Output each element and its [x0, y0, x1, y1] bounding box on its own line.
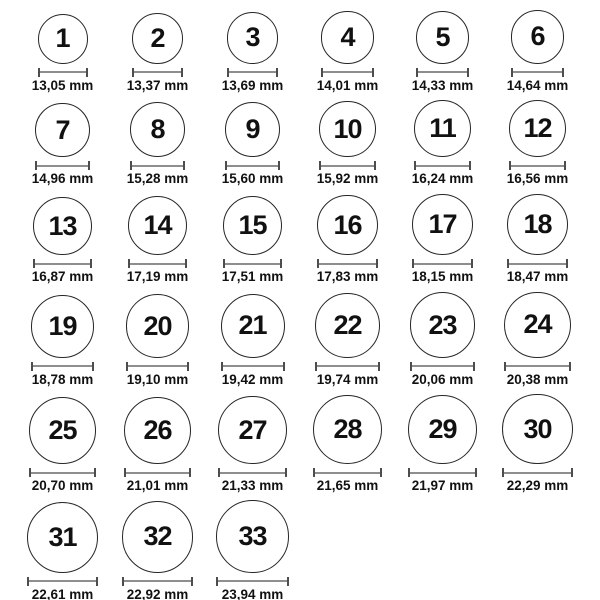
- ring-circle: [321, 11, 373, 63]
- dimension-line-bar: [511, 165, 565, 167]
- ring-circle: [216, 500, 288, 572]
- diameter-label: 19,42 mm: [221, 371, 284, 387]
- diameter-label: 20,70 mm: [31, 478, 94, 494]
- ring-size-number: 1: [55, 23, 70, 53]
- dimension-line-bar: [37, 165, 87, 167]
- ring-circle: [408, 395, 478, 465]
- dimension-line-bar: [317, 365, 378, 367]
- ring-circle: [410, 292, 475, 357]
- ring-circle: [31, 295, 94, 358]
- size-cell: [205, 102, 300, 188]
- dimension-line-bar: [33, 365, 92, 367]
- diameter-label: 16,87 mm: [31, 269, 94, 285]
- size-cell: [15, 197, 110, 286]
- size-cell: [15, 295, 110, 388]
- size-row: [15, 100, 600, 188]
- diameter-label: 21,97 mm: [411, 478, 474, 494]
- dimension-line-bar: [126, 472, 190, 474]
- dimension-line-bar: [225, 263, 281, 265]
- dimension-line-bar: [319, 263, 376, 265]
- diameter-label: 17,51 mm: [221, 269, 284, 285]
- ring-size-number: 13: [48, 210, 77, 241]
- dimension-line-bar: [223, 365, 283, 367]
- diameter-dimension-line: [31, 362, 94, 371]
- ring-circle: [128, 196, 187, 255]
- diameter-label: 18,78 mm: [31, 371, 94, 387]
- diameter-dimension-line: [317, 259, 378, 268]
- diameter-dimension-line: [410, 362, 475, 371]
- diameter-label: 17,83 mm: [316, 269, 379, 285]
- diameter-label: 21,65 mm: [316, 478, 379, 494]
- diameter-label: 21,33 mm: [221, 478, 284, 494]
- ring-size-number: 26: [143, 414, 172, 445]
- ring-circle: [223, 196, 283, 256]
- diameter-dimension-line: [221, 362, 285, 371]
- diameter-label: 18,47 mm: [506, 269, 569, 285]
- dimension-line-bar: [315, 472, 380, 474]
- ring-size-number: 16: [333, 209, 362, 240]
- diameter-label: 20,06 mm: [411, 371, 474, 387]
- dimension-line-bar: [504, 472, 570, 474]
- diameter-dimension-line: [321, 68, 373, 77]
- ring-circle: [130, 102, 185, 157]
- ring-circle: [227, 12, 278, 63]
- ring-circle: [225, 102, 281, 158]
- size-cell: [300, 293, 395, 388]
- ring-circle: [221, 294, 285, 358]
- ring-size-number: 30: [523, 413, 552, 444]
- diameter-dimension-line: [315, 362, 380, 371]
- diameter-label: 22,61 mm: [31, 586, 94, 600]
- ring-size-number: 9: [245, 114, 260, 145]
- ring-size-number: 14: [143, 210, 172, 241]
- diameter-label: 19,10 mm: [126, 371, 189, 387]
- size-row: [15, 394, 600, 494]
- size-cell: [395, 11, 490, 94]
- dimension-line-bar: [410, 472, 476, 474]
- dimension-line-bar: [124, 580, 192, 582]
- ring-size-number: 21: [238, 310, 267, 341]
- ring-size-number: 11: [429, 113, 456, 144]
- size-cell: [205, 196, 300, 286]
- dimension-line-bar: [40, 71, 86, 73]
- size-cell: [300, 395, 395, 494]
- diameter-dimension-line: [408, 468, 478, 477]
- diameter-dimension-line: [33, 259, 91, 268]
- ring-circle: [414, 100, 471, 157]
- ring-size-number: 23: [428, 309, 457, 340]
- size-cell: [110, 196, 205, 285]
- ring-circle: [126, 294, 189, 357]
- diameter-label: 14,96 mm: [31, 171, 94, 187]
- diameter-dimension-line: [502, 468, 572, 477]
- size-cell: [395, 292, 490, 388]
- ring-circle: [313, 395, 382, 464]
- diameter-label: 14,33 mm: [411, 77, 474, 93]
- diameter-dimension-line: [414, 161, 471, 170]
- dimension-line-bar: [418, 71, 467, 73]
- ring-size-number: 8: [150, 114, 165, 145]
- diameter-dimension-line: [507, 259, 569, 268]
- ring-circle: [416, 11, 469, 64]
- diameter-label: 15,28 mm: [126, 171, 189, 187]
- dimension-line-bar: [513, 71, 563, 73]
- ring-size-number: 18: [523, 209, 552, 239]
- diameter-label: 14,01 mm: [316, 77, 379, 93]
- ring-size-number: 28: [333, 414, 362, 445]
- dimension-line-bar: [128, 365, 187, 367]
- diameter-label: 22,29 mm: [506, 478, 569, 494]
- ring-size-number: 33: [238, 521, 267, 552]
- size-cell: [110, 397, 205, 495]
- diameter-dimension-line: [313, 468, 382, 477]
- diameter-dimension-line: [416, 68, 469, 77]
- size-cell: [490, 394, 585, 494]
- size-cell: [15, 397, 110, 494]
- ring-size-number: 5: [435, 21, 450, 52]
- size-cell: [395, 100, 490, 187]
- ring-size-number: 19: [48, 310, 77, 341]
- diameter-dimension-line: [504, 362, 570, 371]
- dimension-line-bar: [227, 165, 279, 167]
- ring-circle: [509, 100, 567, 158]
- diameter-dimension-line: [216, 577, 288, 586]
- size-row: [15, 10, 600, 94]
- ring-circle: [319, 101, 375, 157]
- ring-circle: [511, 10, 565, 64]
- ring-size-number: 20: [143, 310, 172, 341]
- diameter-dimension-line: [126, 362, 189, 371]
- dimension-line-bar: [29, 580, 96, 582]
- size-cell: [395, 194, 490, 285]
- diameter-dimension-line: [122, 577, 194, 586]
- diameter-dimension-line: [218, 468, 286, 477]
- ring-size-number: 15: [238, 210, 267, 241]
- ring-circle: [502, 394, 572, 464]
- size-cell: [300, 195, 395, 286]
- ring-circle: [38, 14, 88, 64]
- diameter-label: 15,92 mm: [316, 171, 379, 187]
- diameter-dimension-line: [509, 161, 567, 170]
- size-cell: [110, 102, 205, 187]
- ring-circle: [132, 13, 183, 64]
- ring-circle: [412, 194, 473, 255]
- size-cell: [110, 294, 205, 387]
- size-cell: [300, 11, 395, 93]
- ring-size-number: 24: [523, 309, 552, 340]
- dimension-line-bar: [414, 263, 471, 265]
- size-cell: [110, 13, 205, 94]
- diameter-label: 13,05 mm: [31, 77, 94, 93]
- diameter-dimension-line: [132, 68, 183, 77]
- diameter-label: 17,19 mm: [126, 269, 189, 285]
- ring-circle: [315, 293, 380, 358]
- dimension-line-bar: [229, 71, 276, 73]
- diameter-label: 21,01 mm: [126, 478, 189, 494]
- ring-size-number: 3: [245, 22, 260, 53]
- diameter-label: 14,64 mm: [506, 77, 569, 93]
- diameter-label: 23,94 mm: [221, 586, 284, 600]
- size-cell: [110, 501, 205, 600]
- ring-circle: [317, 195, 378, 256]
- dimension-line-bar: [416, 165, 469, 167]
- diameter-dimension-line: [128, 259, 187, 268]
- ring-size-number: 27: [238, 414, 267, 445]
- diameter-dimension-line: [511, 68, 565, 77]
- ring-size-number: 6: [530, 21, 545, 52]
- size-cell: [205, 12, 300, 94]
- dimension-line-bar: [506, 365, 568, 367]
- diameter-dimension-line: [38, 68, 88, 77]
- ring-size-number: 2: [150, 22, 165, 53]
- ring-circle: [504, 292, 570, 358]
- ring-size-number: 7: [55, 114, 70, 145]
- diameter-dimension-line: [29, 468, 96, 477]
- size-cell: [15, 502, 110, 600]
- diameter-label: 20,38 mm: [506, 371, 569, 387]
- ring-size-number: 29: [428, 413, 457, 444]
- diameter-dimension-line: [130, 161, 185, 170]
- ring-circle: [33, 197, 91, 255]
- ring-circle: [27, 502, 98, 573]
- dimension-line-bar: [218, 580, 286, 582]
- size-cell: [300, 101, 395, 187]
- diameter-label: 16,56 mm: [506, 171, 569, 187]
- diameter-dimension-line: [319, 161, 375, 170]
- dimension-line-bar: [220, 472, 284, 474]
- diameter-label: 13,37 mm: [126, 77, 189, 93]
- dimension-line-bar: [509, 263, 567, 265]
- size-cell: [15, 103, 110, 187]
- ring-size-number: 4: [340, 21, 355, 52]
- ring-size-number: 32: [143, 521, 172, 552]
- ring-size-number: 17: [428, 209, 457, 240]
- ring-size-number: 12: [523, 113, 552, 144]
- diameter-dimension-line: [27, 577, 98, 586]
- ring-circle: [35, 103, 89, 157]
- ring-circle: [122, 501, 194, 573]
- diameter-dimension-line: [124, 468, 192, 477]
- size-cell: [490, 100, 585, 188]
- size-cell: [205, 294, 300, 388]
- diameter-label: 18,15 mm: [411, 269, 474, 285]
- diameter-label: 19,74 mm: [316, 371, 379, 387]
- size-cell: [490, 292, 585, 388]
- dimension-line-bar: [35, 263, 89, 265]
- size-cell: [490, 10, 585, 94]
- size-cell: [490, 194, 585, 286]
- diameter-dimension-line: [412, 259, 473, 268]
- dimension-line-bar: [31, 472, 94, 474]
- diameter-label: 13,69 mm: [221, 77, 284, 93]
- dimension-line-bar: [321, 165, 373, 167]
- diameter-dimension-line: [35, 161, 89, 170]
- size-cell: [205, 500, 300, 600]
- size-cell: [205, 396, 300, 494]
- dimension-line-bar: [130, 263, 185, 265]
- dimension-line-bar: [132, 165, 183, 167]
- size-row: [15, 292, 600, 388]
- dimension-line-bar: [134, 71, 181, 73]
- ring-circle: [507, 194, 569, 256]
- ring-size-number: 22: [333, 309, 362, 340]
- ring-circle: [218, 396, 286, 464]
- size-row: [15, 500, 600, 600]
- size-cell: [15, 14, 110, 94]
- ring-circle: [29, 397, 96, 464]
- size-row: [15, 194, 600, 286]
- dimension-line-bar: [412, 365, 473, 367]
- size-cell: [395, 395, 490, 495]
- ring-size-number: 25: [48, 415, 77, 446]
- diameter-label: 16,24 mm: [411, 171, 474, 187]
- dimension-line-bar: [323, 71, 371, 73]
- ring-size-number: 10: [333, 113, 362, 144]
- diameter-label: 22,92 mm: [126, 586, 189, 600]
- diameter-dimension-line: [223, 259, 283, 268]
- diameter-dimension-line: [227, 68, 278, 77]
- ring-circle: [124, 397, 192, 465]
- ring-size-number: 31: [48, 521, 77, 552]
- diameter-dimension-line: [225, 161, 281, 170]
- diameter-label: 15,60 mm: [221, 171, 284, 187]
